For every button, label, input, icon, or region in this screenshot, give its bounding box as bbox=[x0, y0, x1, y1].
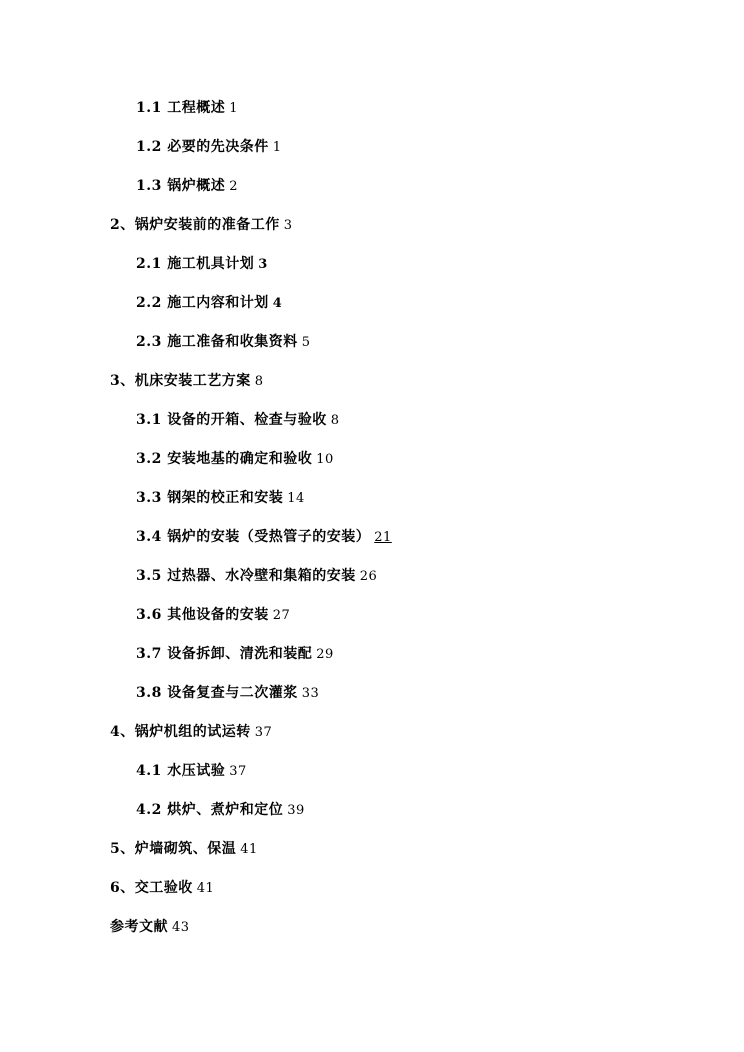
toc-entry-1-1[interactable] bbox=[136, 100, 238, 117]
toc-entry-1-3[interactable] bbox=[136, 178, 238, 195]
toc-entry-title: 3.3 钢架的校正和安装 bbox=[136, 490, 284, 506]
toc-entry-page: 1 bbox=[229, 101, 239, 116]
toc-entry-title: 参考文献 bbox=[110, 919, 168, 935]
toc-entry-title: 3.5 过热器、水冷壁和集箱的安装 bbox=[136, 568, 356, 584]
toc-entry-page: 27 bbox=[272, 608, 291, 623]
toc-entry-page: 41 bbox=[196, 881, 215, 896]
toc-entry-page: 10 bbox=[316, 452, 334, 467]
toc-entry-page: 37 bbox=[254, 725, 273, 740]
toc-entry-title: 3.6 其他设备的安装 bbox=[136, 607, 269, 623]
toc-entry-2-3[interactable] bbox=[136, 334, 311, 351]
toc-entry-page: 14 bbox=[287, 491, 305, 506]
toc-entry-page: 29 bbox=[316, 647, 334, 662]
toc-entry-title: 1.1 工程概述 bbox=[136, 100, 226, 116]
toc-entry-title: 5、炉墙砌筑、保温 bbox=[110, 841, 237, 857]
toc-entry-3-1[interactable] bbox=[136, 412, 340, 429]
toc-entry-title: 2、锅炉安装前的准备工作 bbox=[110, 217, 280, 233]
toc-entry-page: 21 bbox=[374, 530, 392, 545]
toc-entry-1-2[interactable] bbox=[136, 139, 282, 156]
toc-entry-3-6[interactable] bbox=[136, 607, 290, 624]
toc-entry-3-5[interactable] bbox=[136, 568, 377, 585]
toc-entry-title: 3.1 设备的开箱、检查与验收 bbox=[136, 412, 327, 428]
toc-entry-title: 1.3 锅炉概述 bbox=[136, 178, 226, 194]
toc-entry-page: 41 bbox=[240, 842, 258, 857]
toc-entry-title: 4.1 水压试验 bbox=[136, 763, 226, 779]
toc-entry-title: 6、交工验收 bbox=[110, 880, 193, 896]
toc-entry-6[interactable] bbox=[110, 880, 214, 897]
toc-entry-2[interactable] bbox=[110, 217, 293, 234]
toc-entry-page: 2 bbox=[229, 179, 239, 194]
toc-entry-5[interactable] bbox=[110, 841, 258, 858]
toc-entry-page: 39 bbox=[287, 803, 305, 818]
toc-entry-2-1[interactable] bbox=[136, 256, 268, 273]
toc-entry-page: 8 bbox=[254, 374, 264, 389]
toc-entry-page: 37 bbox=[229, 764, 247, 779]
toc-entry-title: 2.1 施工机具计划 bbox=[136, 256, 255, 272]
toc-entry-page: 3 bbox=[258, 257, 268, 272]
toc-entry-title: 3.7 设备拆卸、清洗和装配 bbox=[136, 646, 313, 662]
toc-entry-3-2[interactable] bbox=[136, 451, 334, 468]
toc-entry-page: 3 bbox=[283, 218, 293, 233]
toc-entry-title: 4、锅炉机组的试运转 bbox=[110, 724, 251, 740]
toc-entry-title: 2.2 施工内容和计划 bbox=[136, 295, 269, 311]
toc-entry-3-7[interactable] bbox=[136, 646, 334, 663]
toc-entry-title: 4.2 烘炉、煮炉和定位 bbox=[136, 802, 284, 818]
toc-entry-title: 2.3 施工准备和收集资料 bbox=[136, 334, 298, 350]
toc-entry-page: 43 bbox=[172, 920, 190, 935]
toc-entry-title: 3.8 设备复查与二次灌浆 bbox=[136, 685, 298, 701]
toc-entry-page: 8 bbox=[330, 413, 340, 428]
toc-entry-page: 33 bbox=[301, 686, 320, 701]
toc-entry-page: 5 bbox=[301, 335, 311, 350]
toc-entry-page: 1 bbox=[272, 140, 282, 155]
toc-entry-4-1[interactable] bbox=[136, 763, 247, 780]
toc-entry-4-2[interactable] bbox=[136, 802, 305, 819]
toc-entry-title: 3.2 安装地基的确定和验收 bbox=[136, 451, 313, 467]
toc-entry-title: 1.2 必要的先决条件 bbox=[136, 139, 269, 155]
toc-entry-3-3[interactable] bbox=[136, 490, 305, 507]
toc-entry-3[interactable] bbox=[110, 373, 264, 390]
toc-entry-page: 4 bbox=[272, 296, 283, 311]
toc-entry-2-2[interactable] bbox=[136, 295, 282, 312]
toc-entry-title: 3、机床安装工艺方案 bbox=[110, 373, 251, 389]
toc-entry-references[interactable] bbox=[110, 919, 190, 936]
toc-entry-3-8[interactable] bbox=[136, 685, 319, 702]
toc-entry-title: 3.4 锅炉的安装（受热管子的安装） bbox=[136, 529, 371, 545]
toc-entry-3-4[interactable] bbox=[136, 529, 392, 546]
toc-entry-page: 26 bbox=[359, 569, 378, 584]
toc-entry-4[interactable] bbox=[110, 724, 272, 741]
